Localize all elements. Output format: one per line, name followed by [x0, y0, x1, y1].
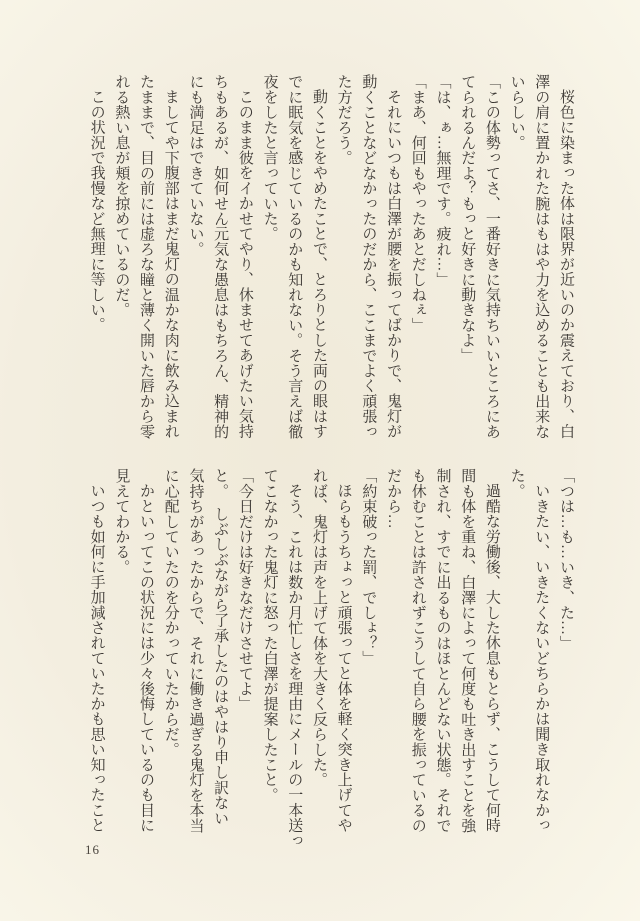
- top-text-block: [84, 74, 578, 446]
- text-column: てこなかった鬼灯に怒った白澤が提案したこと。: [261, 468, 278, 803]
- text-column: 「つは…も…いき、た…」: [558, 468, 574, 651]
- text-column: 過酷な労働後、大した休息もとらず、こうして何時: [483, 483, 500, 833]
- text-column: いらしい。: [508, 74, 525, 150]
- text-column: 夜をしたと言っていた。: [261, 74, 278, 242]
- text-column: 動くことをやめたことで、とろりとした両の眼はす: [310, 89, 327, 439]
- text-column: にも満足はできていない。: [187, 74, 204, 257]
- text-column: そう、これは数か月忙しさを理由にメールの一本送っ: [286, 483, 303, 848]
- text-column: だから…: [385, 468, 402, 529]
- text-column: この状況で我慢など無理に等しい。: [88, 89, 105, 333]
- text-column: 「まあ、何回もやったあとだしねぇ」: [409, 74, 426, 333]
- text-column: 「は、ぁ…無理です。疲れ…」: [434, 74, 451, 287]
- text-column: 動くことなどなかったのだから、ここまでよく頑張っ: [360, 74, 377, 439]
- bottom-text-block: [84, 468, 578, 848]
- text-column: ましてや下腹部はまだ鬼灯の温かな肉に飲み込まれ: [162, 89, 179, 439]
- text-column: も休むことは許されずこうして自ら腰を振っているの: [409, 468, 426, 833]
- text-column: 「この体勢ってさ、一番好きに気持ちいいところにあ: [483, 74, 500, 439]
- text-column: たままで、目の前には虚ろな瞳と薄く開いた唇から零: [138, 74, 155, 439]
- text-column: いつも如何に手加減されていたかも思い知ったこと: [88, 483, 105, 833]
- text-column: 桜色に染まった体は限界が近いのか震えており、白: [558, 89, 574, 439]
- text-column: た。: [508, 468, 525, 499]
- text-column: 見えてわかる。: [113, 468, 130, 575]
- text-column: 澤の肩に置かれた腕はもはや力を込めることも出来な: [533, 74, 550, 439]
- text-column: れる熱い息が頬を掠めているのだ。: [113, 74, 130, 318]
- text-column: かといってこの状況には少々後悔しているのも目に: [138, 483, 155, 833]
- text-column: てられるんだよ？もっと好きに動きなよ」: [459, 74, 476, 363]
- page-number: 16: [85, 842, 100, 857]
- text-column: ほらもうちょっと頑張ってと体を軽く突き上げてや: [335, 483, 352, 833]
- text-column: このまま彼をイかせてやり、休ませてあげたい気持: [236, 89, 253, 439]
- text-column: と。 しぶしぶながら了承したのはやはり申し訳ない: [212, 468, 229, 826]
- text-column: 「今日だけは好きなだけさせてよ」: [236, 468, 253, 712]
- text-column: いきたい、いきたくないどちらかは聞き取れなかっ: [533, 483, 550, 833]
- text-column: に心配していたのを分かっていたからだ。: [162, 468, 179, 757]
- text-column: 気持ちがあったからで、それに働き過ぎる鬼灯を本当: [187, 468, 204, 833]
- text-column: 制され、すでに出るものはほとんどない状態。それで: [434, 468, 451, 833]
- text-column: それにいつもは白澤が腰を振ってばかりで、鬼灯が: [385, 89, 402, 439]
- text-column: 「約束破った罰、でしょ？」: [360, 468, 377, 666]
- text-column: れば、鬼灯は声を上げて体を大きく反らした。: [310, 468, 327, 788]
- text-column: でに眠気を感じているのかも知れない。そう言えば徹: [286, 74, 303, 439]
- text-column: ちもあるが、如何せん元気な愚息はもちろん、精神的: [212, 74, 229, 439]
- text-column: た方だろう。: [335, 74, 352, 166]
- text-column: 間も体を重ね、白澤によって何度も吐き出すことを強: [459, 468, 476, 833]
